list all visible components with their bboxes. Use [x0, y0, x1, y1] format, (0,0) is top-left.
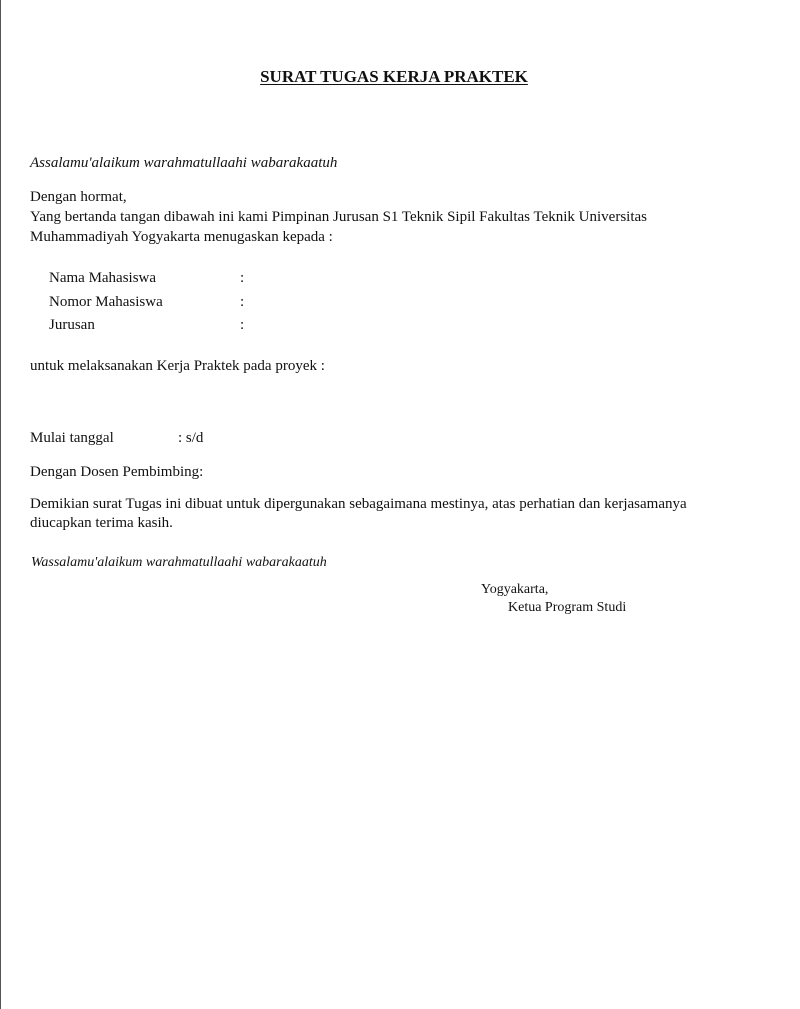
field-label-nama: Nama Mahasiswa: [49, 270, 157, 286]
start-date-label: Mulai tanggal: [30, 430, 114, 446]
signer-title: Ketua Program Studi: [508, 600, 627, 615]
document-title-text: SURAT TUGAS KERJA PRAKTEK: [260, 67, 528, 86]
page-left-border: [0, 0, 1, 1009]
field-colon-jurusan: :: [240, 317, 245, 333]
closing-line-1: Demikian surat Tugas ini dibuat untuk dipergunakan sebagaimana mestinya, atas perhatian dan kerjasamanya: [30, 496, 687, 512]
greeting: Assalamu'alaikum warahmatullaahi wabarakaatuh: [30, 155, 338, 171]
start-date-value: : s/d: [178, 430, 204, 446]
field-label-jurusan: Jurusan: [49, 317, 95, 333]
closing-line-2: diucapkan terima kasih.: [30, 515, 173, 531]
field-label-nomor: Nomor Mahasiswa: [49, 294, 163, 310]
project-line: untuk melaksanakan Kerja Praktek pada proyek :: [30, 358, 325, 374]
intro-line-2: Muhammadiyah Yogyakarta menugaskan kepada :: [30, 229, 333, 245]
supervisor-line: Dengan Dosen Pembimbing:: [30, 464, 204, 480]
field-colon-nama: :: [240, 270, 245, 286]
salutation: Dengan hormat,: [30, 189, 127, 205]
signature-place: Yogyakarta,: [481, 582, 549, 597]
intro-line-1: Yang bertanda tangan dibawah ini kami Pimpinan Jurusan S1 Teknik Sipil Fakultas Teknik Universitas: [30, 209, 648, 225]
field-colon-nomor: :: [240, 294, 245, 310]
farewell: Wassalamu'alaikum warahmatullaahi wabarakaatuh: [31, 555, 327, 570]
document-title: [0, 66, 788, 88]
